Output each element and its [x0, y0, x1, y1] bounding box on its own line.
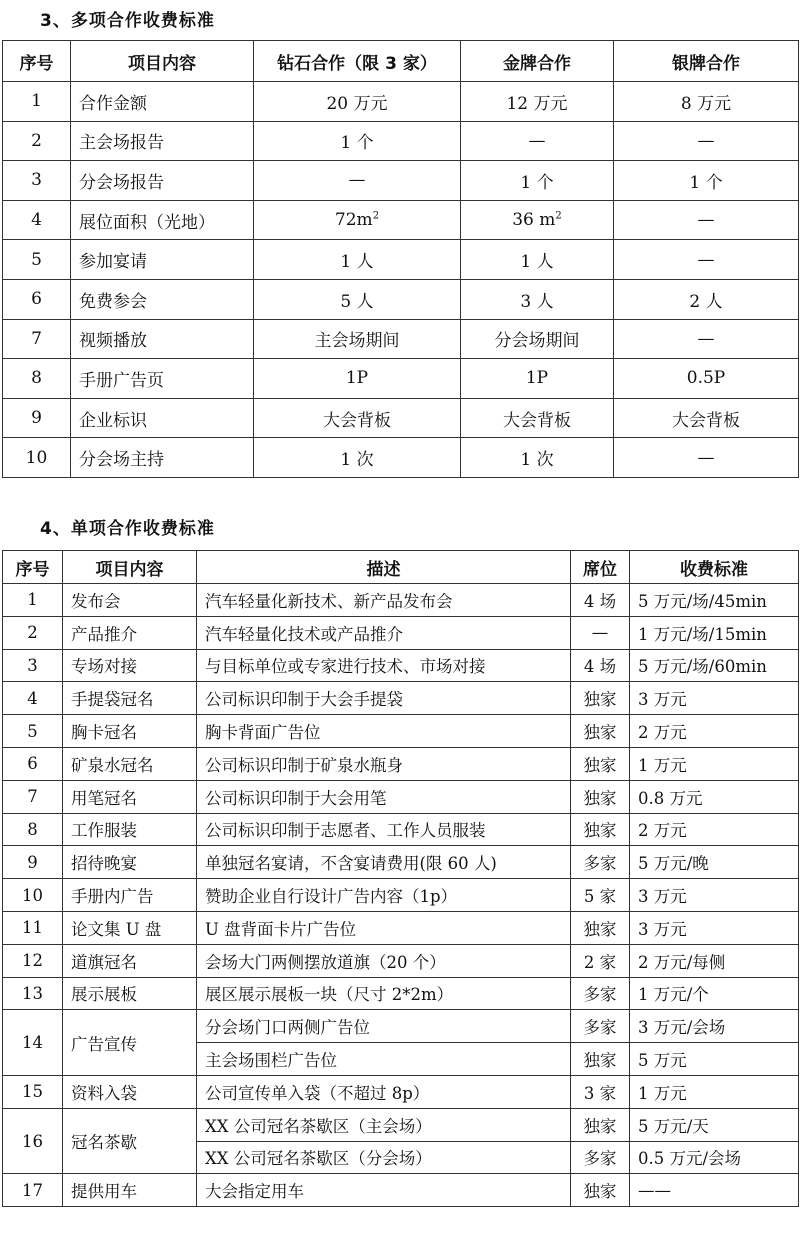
cell-diamond: 1P: [254, 359, 461, 399]
table-row: [3, 813, 799, 846]
header-item: 项目内容: [63, 551, 197, 584]
cell-desc: XX 公司冠名茶歇区（主会场）: [197, 1108, 571, 1141]
cell-fee: 5 万元/晚: [630, 846, 799, 879]
cell-no: 10: [3, 438, 71, 478]
cell-item: 展位面积（光地）: [71, 200, 254, 240]
table-row: [3, 682, 799, 715]
table-row: [3, 846, 799, 879]
table-row: [3, 279, 799, 319]
cell-gold: [461, 200, 614, 240]
section-3-title: 3、多项合作收费标准: [40, 11, 215, 31]
cell-item: 免费参会: [71, 279, 254, 319]
cell-silver: 1 个: [614, 161, 799, 201]
table-row: [3, 1010, 799, 1043]
cell-item: 广告宣传: [63, 1010, 197, 1076]
multi-cooperation-fee-table: [2, 40, 799, 478]
cell-item: 资料入袋: [63, 1075, 197, 1108]
cell-no: 6: [3, 747, 63, 780]
cell-no: 11: [3, 911, 63, 944]
cell-desc: 主会场围栏广告位: [197, 1043, 571, 1076]
area-value: 72m: [334, 210, 373, 231]
cell-fee: 0.8 万元: [630, 780, 799, 813]
cell-no: 1: [3, 584, 63, 617]
cell-fee: 5 万元: [630, 1043, 799, 1076]
cell-no: 3: [3, 161, 71, 201]
cell-fee: 0.5 万元/会场: [630, 1141, 799, 1174]
cell-seats: 独家: [571, 780, 630, 813]
cell-item: 合作金额: [71, 82, 254, 122]
area-unit-superscript: 2: [555, 210, 562, 222]
cell-fee: 2 万元/每侧: [630, 944, 799, 977]
cell-item: 参加宴请: [71, 240, 254, 280]
header-no: 序号: [3, 41, 71, 82]
header-item: 项目内容: [71, 41, 254, 82]
cell-fee: 3 万元: [630, 682, 799, 715]
table-row: [3, 649, 799, 682]
table-row: [3, 715, 799, 748]
cell-diamond: 1 个: [254, 121, 461, 161]
cell-fee: 2 万元: [630, 715, 799, 748]
cell-gold: 1P: [461, 359, 614, 399]
cell-diamond: 1 次: [254, 438, 461, 478]
cell-item: 展示展板: [63, 977, 197, 1010]
table-row: [3, 398, 799, 438]
cell-item: 用笔冠名: [63, 780, 197, 813]
cell-diamond: —: [254, 161, 461, 201]
table-row: [3, 584, 799, 617]
table-row: [3, 879, 799, 912]
cell-desc: U 盘背面卡片广告位: [197, 911, 571, 944]
cell-no: 3: [3, 649, 63, 682]
cell-fee: 1 万元/个: [630, 977, 799, 1010]
cell-fee: 1 万元: [630, 1075, 799, 1108]
cell-no: 5: [3, 240, 71, 280]
table-header-row: [3, 41, 799, 82]
cell-fee: 1 万元/场/15min: [630, 616, 799, 649]
cell-no: 8: [3, 813, 63, 846]
cell-seats: 多家: [571, 1141, 630, 1174]
cell-desc: 赞助企业自行设计广告内容（1p）: [197, 879, 571, 912]
cell-no: 12: [3, 944, 63, 977]
cell-diamond: 主会场期间: [254, 319, 461, 359]
cell-no: 9: [3, 398, 71, 438]
cell-silver: —: [614, 200, 799, 240]
cell-seats: 5 家: [571, 879, 630, 912]
cell-gold: 1 次: [461, 438, 614, 478]
cell-fee: 2 万元: [630, 813, 799, 846]
cell-no: 5: [3, 715, 63, 748]
cell-no: 13: [3, 977, 63, 1010]
cell-silver: 8 万元: [614, 82, 799, 122]
cell-fee: 3 万元/会场: [630, 1010, 799, 1043]
cell-item: 视频播放: [71, 319, 254, 359]
table-row: [3, 747, 799, 780]
cell-diamond: 1 人: [254, 240, 461, 280]
table-row: [3, 1108, 799, 1141]
cell-seats: 独家: [571, 715, 630, 748]
cell-item: 手册广告页: [71, 359, 254, 399]
cell-item: 手册内广告: [63, 879, 197, 912]
table-row: [3, 1174, 799, 1207]
table-row: [3, 319, 799, 359]
cell-no: 15: [3, 1075, 63, 1108]
cell-item: 分会场主持: [71, 438, 254, 478]
header-no: 序号: [3, 551, 63, 584]
cell-desc: 与目标单位或专家进行技术、市场对接: [197, 649, 571, 682]
cell-no: 16: [3, 1108, 63, 1174]
cell-desc: 分会场门口两侧广告位: [197, 1010, 571, 1043]
cell-fee: 5 万元/场/60min: [630, 649, 799, 682]
cell-desc: 单独冠名宴请，不含宴请费用(限 60 人): [197, 846, 571, 879]
header-desc: 描述: [197, 551, 571, 584]
cell-silver: 2 人: [614, 279, 799, 319]
cell-no: 4: [3, 200, 71, 240]
table-row: [3, 944, 799, 977]
cell-gold: —: [461, 121, 614, 161]
cell-item: 分会场报告: [71, 161, 254, 201]
table-row: [3, 438, 799, 478]
cell-silver: —: [614, 438, 799, 478]
cell-gold: 大会背板: [461, 398, 614, 438]
cell-seats: 2 家: [571, 944, 630, 977]
cell-silver: 大会背板: [614, 398, 799, 438]
table-row: [3, 977, 799, 1010]
cell-no: 8: [3, 359, 71, 399]
cell-no: 7: [3, 319, 71, 359]
table-row: [3, 780, 799, 813]
cell-seats: 独家: [571, 911, 630, 944]
cell-silver: —: [614, 240, 799, 280]
cell-item: 企业标识: [71, 398, 254, 438]
table-row: [3, 161, 799, 201]
cell-desc: 展区展示展板一块（尺寸 2*2m）: [197, 977, 571, 1010]
cell-no: 2: [3, 616, 63, 649]
cell-no: 6: [3, 279, 71, 319]
cell-desc: 会场大门两侧摆放道旗（20 个）: [197, 944, 571, 977]
cell-desc: 大会指定用车: [197, 1174, 571, 1207]
cell-desc: 公司标识印制于志愿者、工作人员服装: [197, 813, 571, 846]
table-row: [3, 121, 799, 161]
cell-item: 产品推介: [63, 616, 197, 649]
cell-seats: 多家: [571, 1010, 630, 1043]
cell-item: 矿泉水冠名: [63, 747, 197, 780]
cell-fee: 5 万元/天: [630, 1108, 799, 1141]
cell-seats: 多家: [571, 977, 630, 1010]
cell-desc: 胸卡背面广告位: [197, 715, 571, 748]
cell-item: 主会场报告: [71, 121, 254, 161]
cell-seats: 独家: [571, 813, 630, 846]
cell-desc: 汽车轻量化技术或产品推介: [197, 616, 571, 649]
cell-gold: 1 人: [461, 240, 614, 280]
header-fee: 收费标准: [630, 551, 799, 584]
cell-seats: 独家: [571, 747, 630, 780]
cell-gold: 分会场期间: [461, 319, 614, 359]
table-row: [3, 359, 799, 399]
cell-desc: 公司标识印制于大会手提袋: [197, 682, 571, 715]
cell-seats: 独家: [571, 1043, 630, 1076]
cell-seats: 3 家: [571, 1075, 630, 1108]
cell-diamond: [254, 200, 461, 240]
cell-no: 4: [3, 682, 63, 715]
cell-gold: 12 万元: [461, 82, 614, 122]
cell-fee: 5 万元/场/45min: [630, 584, 799, 617]
cell-item: 专场对接: [63, 649, 197, 682]
cell-item: 道旗冠名: [63, 944, 197, 977]
cell-seats: 多家: [571, 846, 630, 879]
cell-no: 17: [3, 1174, 63, 1207]
cell-silver: 0.5P: [614, 359, 799, 399]
cell-seats: 独家: [571, 1108, 630, 1141]
cell-no: 1: [3, 82, 71, 122]
cell-fee: 3 万元: [630, 911, 799, 944]
cell-seats: 独家: [571, 1174, 630, 1207]
cell-diamond: 大会背板: [254, 398, 461, 438]
section-4-title: 4、单项合作收费标准: [40, 519, 215, 539]
area-unit-superscript: 2: [372, 210, 380, 222]
table-row: [3, 911, 799, 944]
cell-item: 手提袋冠名: [63, 682, 197, 715]
cell-diamond: 20 万元: [254, 82, 461, 122]
cell-desc: 公司宣传单入袋（不超过 8p）: [197, 1075, 571, 1108]
cell-item: 工作服装: [63, 813, 197, 846]
single-cooperation-fee-table: [2, 550, 799, 1207]
cell-silver: —: [614, 319, 799, 359]
cell-gold: 3 人: [461, 279, 614, 319]
header-silver: 银牌合作: [614, 41, 799, 82]
cell-item: 冠名茶歇: [63, 1108, 197, 1174]
cell-item: 论文集 U 盘: [63, 911, 197, 944]
cell-fee: ——: [630, 1174, 799, 1207]
cell-diamond: 5 人: [254, 279, 461, 319]
cell-seats: 4 场: [571, 649, 630, 682]
cell-no: 2: [3, 121, 71, 161]
cell-desc: 公司标识印制于矿泉水瓶身: [197, 747, 571, 780]
cell-item: 发布会: [63, 584, 197, 617]
cell-no: 7: [3, 780, 63, 813]
cell-seats: 独家: [571, 682, 630, 715]
cell-no: 14: [3, 1010, 63, 1076]
table-row: [3, 240, 799, 280]
cell-item: 胸卡冠名: [63, 715, 197, 748]
cell-no: 10: [3, 879, 63, 912]
cell-desc: 汽车轻量化新技术、新产品发布会: [197, 584, 571, 617]
header-gold: 金牌合作: [461, 41, 614, 82]
table-row: [3, 200, 799, 240]
table-row: [3, 616, 799, 649]
cell-desc: XX 公司冠名茶歇区（分会场）: [197, 1141, 571, 1174]
cell-item: 提供用车: [63, 1174, 197, 1207]
cell-gold: 1 个: [461, 161, 614, 201]
area-value: 36 m: [512, 210, 556, 231]
cell-fee: 3 万元: [630, 879, 799, 912]
table-header-row: [3, 551, 799, 584]
table-row: [3, 1075, 799, 1108]
cell-seats: —: [571, 616, 630, 649]
cell-no: 9: [3, 846, 63, 879]
cell-item: 招待晚宴: [63, 846, 197, 879]
table-row: [3, 82, 799, 122]
cell-silver: —: [614, 121, 799, 161]
cell-desc: 公司标识印制于大会用笔: [197, 780, 571, 813]
header-seats: 席位: [571, 551, 630, 584]
cell-seats: 4 场: [571, 584, 630, 617]
cell-fee: 1 万元: [630, 747, 799, 780]
header-diamond: 钻石合作（限 3 家）: [254, 41, 461, 82]
